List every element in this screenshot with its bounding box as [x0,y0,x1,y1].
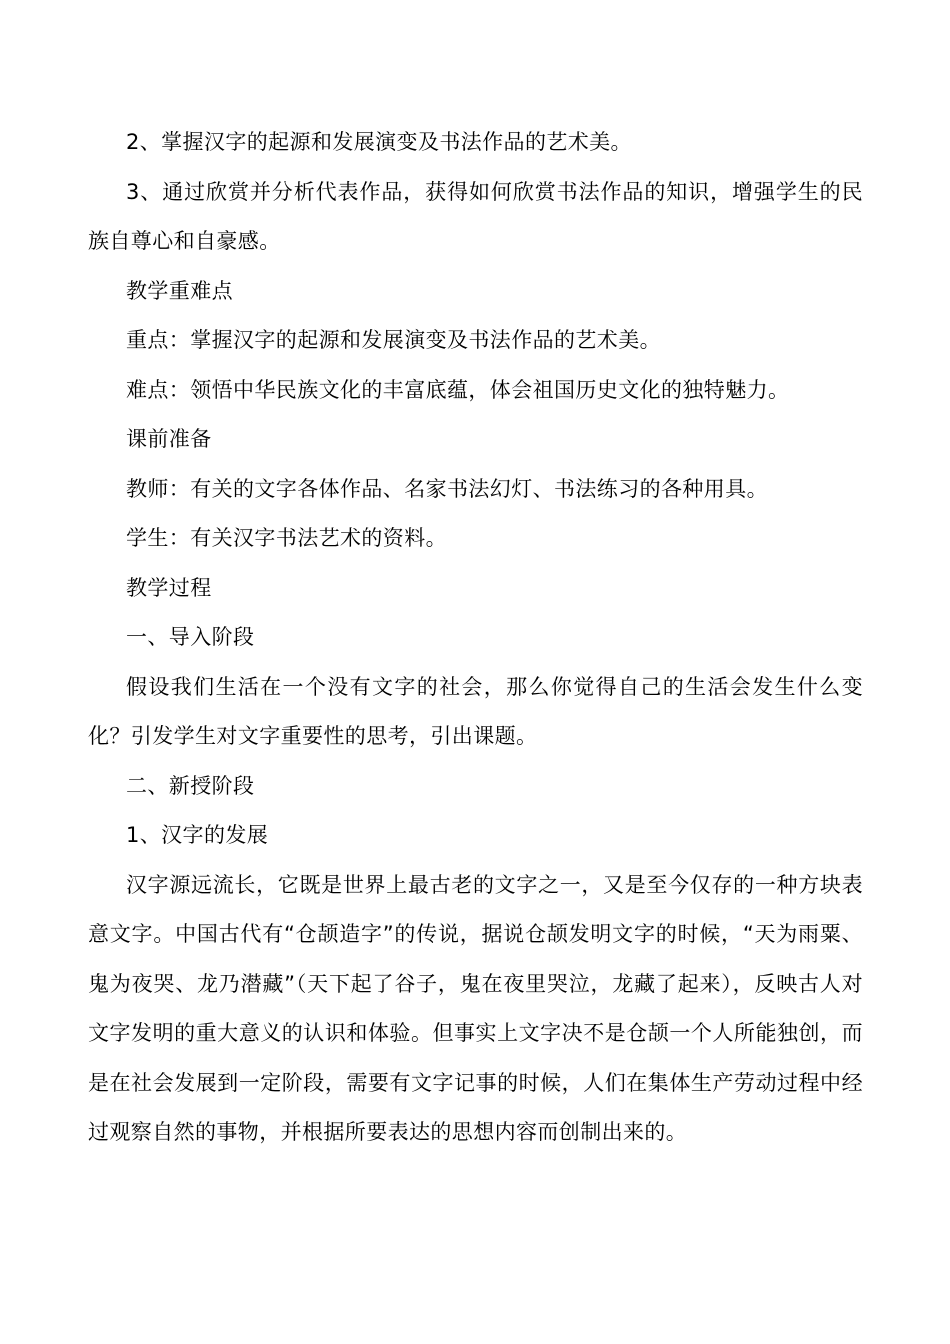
difficult-point: 难点：领悟中华民族文化的丰富底蕴，体会祖国历史文化的独特魅力。 [126,377,790,402]
section-introduction: 一、导入阶段 [126,625,255,649]
introduction-text: 假设我们生活在一个没有文字的社会，那么你觉得自己的生活会发生什么变化？引发学生对文字重要性的思考，引出课题。 [88,674,863,748]
development-text: 汉字源远流长，它既是世界上最古老的文字之一，又是至今仅存的一种方块表意文字。中国古代有“仓颉造字”的传说，据说仓颉发明文字的时候，“天为雨粟、鬼为夜哭、龙乃潜藏”（天下起了谷子，鬼在夜里哭泣，龙藏了起来），反映古人对文字发明的重大意义的认识和体验。但事实上文字决不是仓颉一个人所能独创，而是在社会发展到一定阶段，需要有文字记事的时候，人们在集体生产劳动过程中经过观察自然的事物，并根据所要表达的思想内容而创制出来的。 [88,872,863,1144]
section-new-lesson: 二、新授阶段 [126,773,255,798]
objective-3: 3、通过欣赏并分析代表作品，获得如何欣赏书法作品的知识，增强学生的民族自尊心和自豪感。 [88,179,863,253]
heading-teaching-process: 教学过程 [126,575,212,600]
subsection-development: 1、汉字的发展 [126,823,269,847]
heading-preparation: 课前准备 [126,427,212,451]
teacher-preparation: 教师：有关的文字各体作品、名家书法幻灯、书法练习的各种用具。 [126,476,768,501]
heading-key-points: 教学重难点 [126,278,233,303]
objective-2: 2、掌握汉字的起源和发展演变及书法作品的艺术美。 [126,130,632,154]
key-point: 重点：掌握汉字的起源和发展演变及书法作品的艺术美。 [126,328,661,352]
document-body [88,118,863,1158]
student-preparation: 学生：有关汉字书法艺术的资料。 [126,526,447,550]
